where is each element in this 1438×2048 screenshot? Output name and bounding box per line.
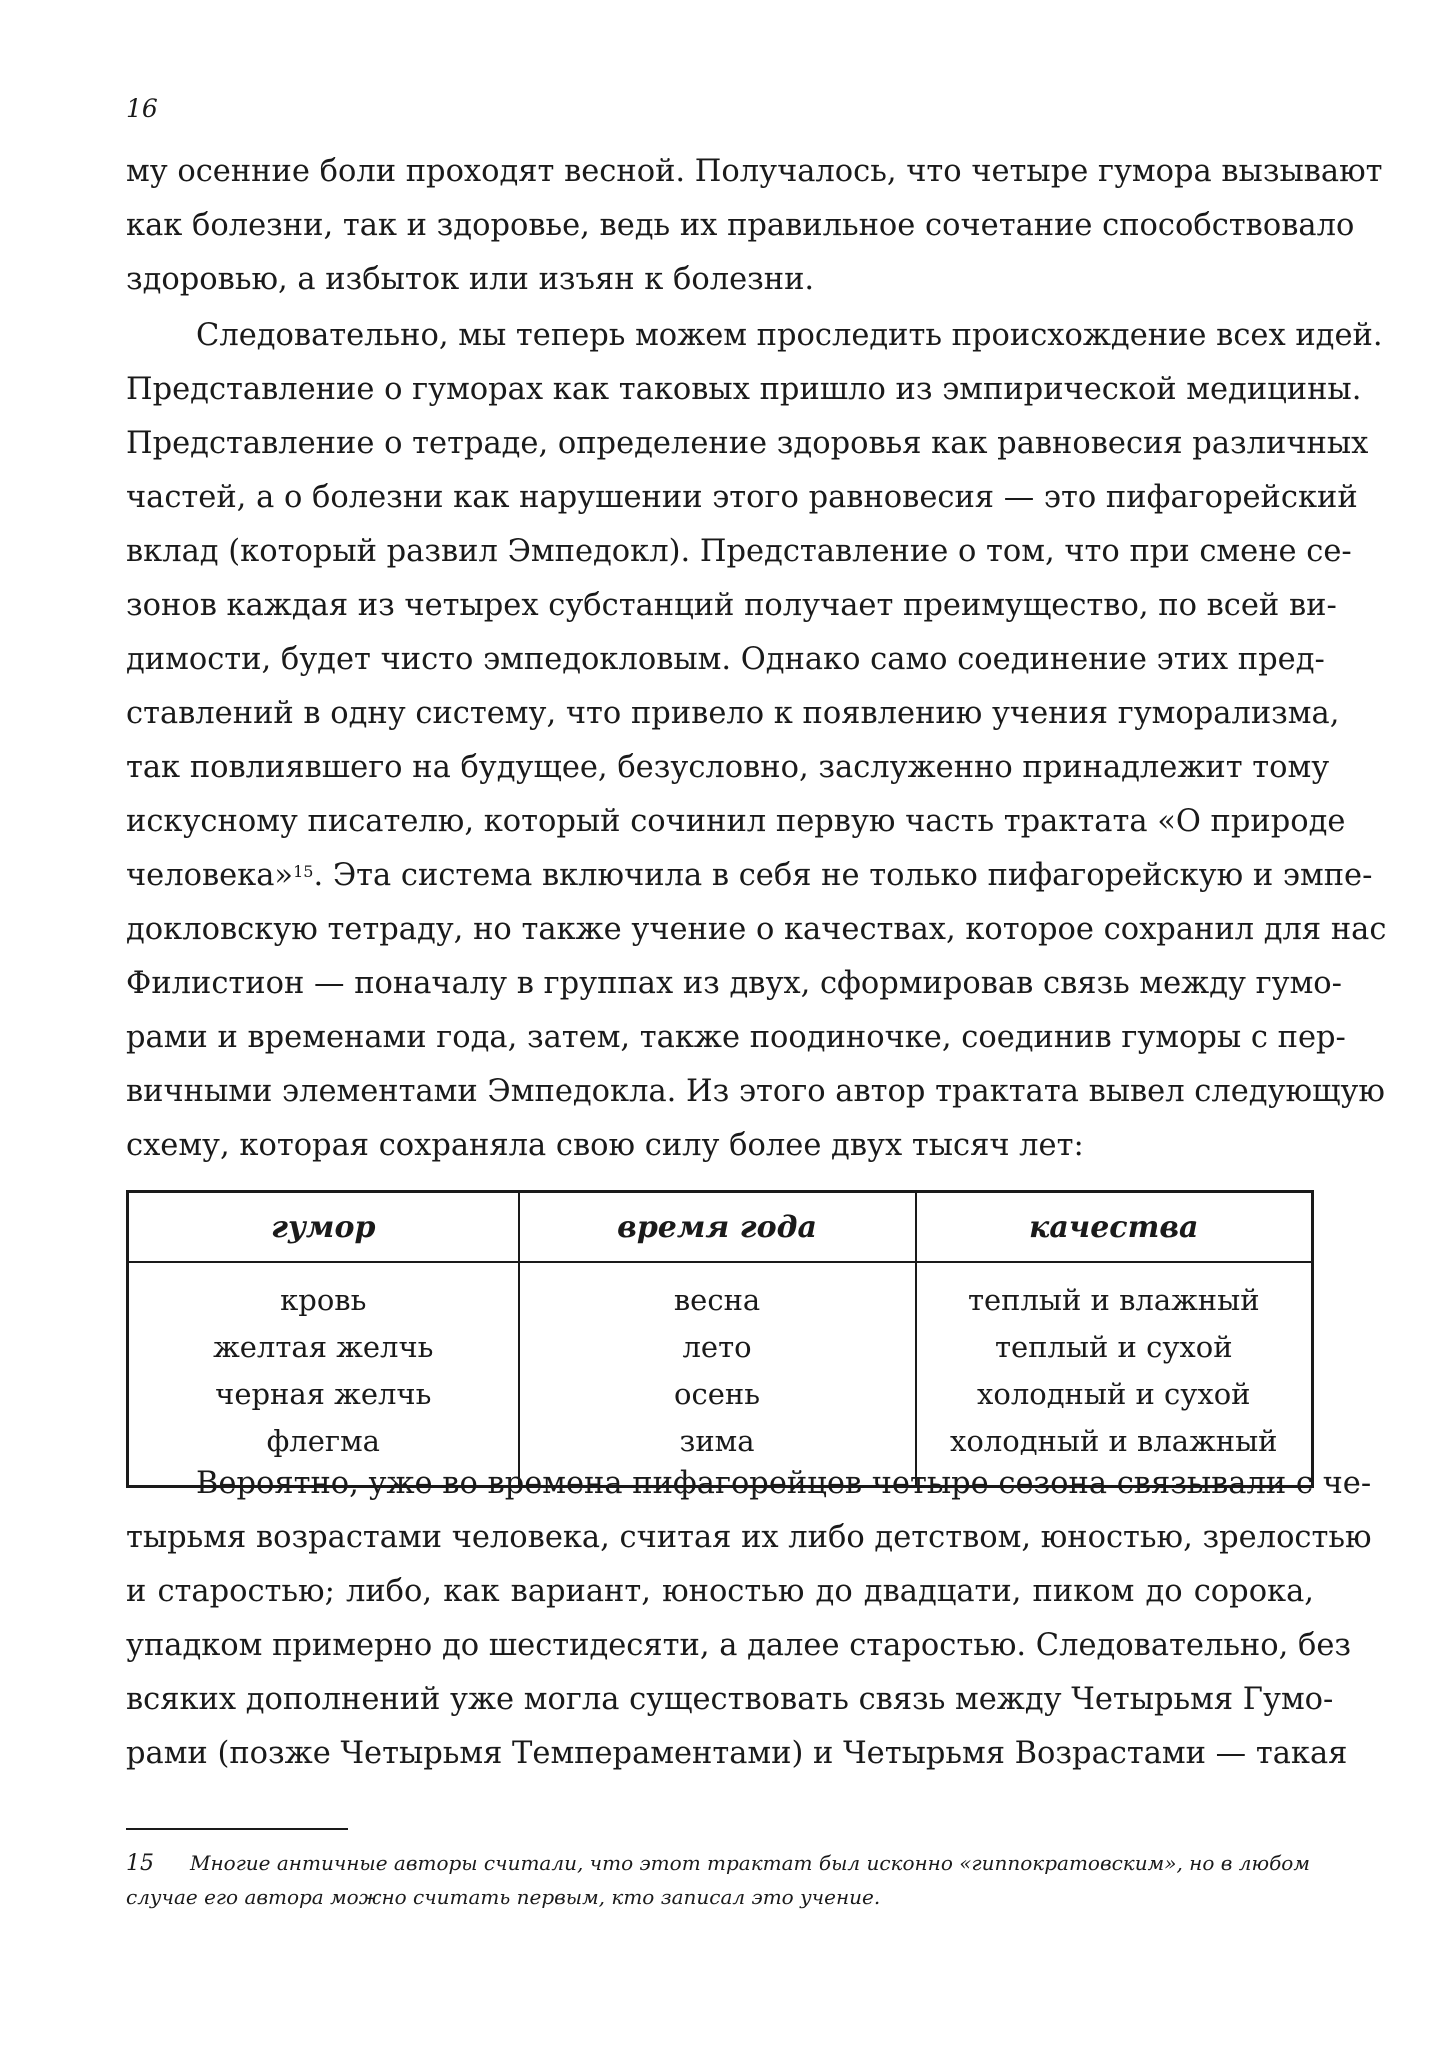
humor-column: [128, 1262, 519, 1487]
text-line: [126, 854, 1373, 898]
table-cell: желтая желчь: [213, 1330, 434, 1364]
table-cell: черная желчь: [215, 1377, 432, 1411]
text-line: вичными элементами Эмпедокла. Из этого автор трактата вывел следующую: [126, 1074, 1385, 1109]
table-cell: осень: [674, 1377, 761, 1411]
text-line: искусному писателю, который сочинил первую часть трактата «О природе: [126, 804, 1346, 839]
text-line: упадком примерно до шестидесяти, а далее старостью. Следовательно, без: [126, 1628, 1352, 1663]
text-fragment: человека»: [126, 858, 294, 893]
column-header-season: время года: [519, 1192, 916, 1263]
table-cell: теплый и влажный: [967, 1283, 1260, 1317]
table-cell: холодный и сухой: [977, 1377, 1251, 1411]
text-line: рами и временами года, затем, также поодиночке, соединив гуморы с пер-: [126, 1020, 1346, 1055]
text-line: так повлиявшего на будущее, безусловно, заслуженно принадлежит тому: [126, 750, 1330, 785]
text-line: димости, будет чисто эмпедокловым. Однако само соединение этих пред-: [126, 642, 1325, 677]
text-line: Филистион — поначалу в группах из двух, сформировав связь между гумо-: [126, 966, 1342, 1001]
footnote-reference[interactable]: 15: [293, 862, 314, 881]
text-line: всяких дополнений уже могла существовать связь между Четырьмя Гумо-: [126, 1682, 1334, 1717]
table-cell: зима: [679, 1424, 755, 1458]
text-line: вклад (который развил Эмпедокл). Представление о том, что при смене се-: [126, 534, 1352, 569]
text-line: рами (позже Четырьмя Темпераментами) и Четырьмя Возрастами — такая: [126, 1736, 1348, 1771]
text-line: докловскую тетраду, но также учение о качествах, которое сохранил для нас: [126, 912, 1387, 947]
text-line: тырьмя возрастами человека, считая их либо детством, юностью, зрелостью: [126, 1520, 1372, 1555]
text-line: Представление о гуморах как таковых пришло из эмпирической медицины.: [126, 372, 1362, 407]
text-line: частей, а о болезни как нарушении этого равновесия — это пифагорейский: [126, 480, 1358, 515]
text-line: как болезни, так и здоровье, ведь их правильное сочетание способствовало: [126, 208, 1355, 243]
text-line: и старостью; либо, как вариант, юностью до двадцати, пиком до сорока,: [126, 1574, 1314, 1609]
column-header-qualities: качества: [916, 1192, 1313, 1263]
text-line: ставлений в одну систему, что привело к появлению учения гуморализма,: [126, 696, 1340, 731]
text-line: Следовательно, мы теперь можем проследить происхождение всех идей.: [196, 318, 1383, 353]
table-cell: весна: [673, 1283, 761, 1317]
footnote-line: случае его автора можно считать первым, кто записал это учение.: [126, 1885, 881, 1909]
text-line: схему, которая сохраняла свою силу более двух тысяч лет:: [126, 1128, 1084, 1163]
qualities-column: [916, 1262, 1313, 1487]
humors-table: [126, 1190, 1314, 1488]
text-fragment: . Эта система включила в себя не только пифагорейскую и эмпе-: [313, 858, 1373, 893]
footnote-number: 15: [126, 1851, 154, 1876]
table-cell: теплый и сухой: [994, 1330, 1233, 1364]
season-column: [519, 1262, 916, 1487]
table-cell: холодный и влажный: [950, 1424, 1278, 1458]
text-line: му осенние боли проходят весной. Получалось, что четыре гумора вызывают: [126, 154, 1383, 189]
column-header-humor: гумор: [128, 1192, 519, 1263]
footnote-line: [126, 1848, 1314, 1879]
table-cell: лето: [682, 1330, 752, 1364]
table-cell: кровь: [280, 1283, 367, 1317]
text-line: Вероятно, уже во времена пифагорейцев четыре сезона связывали с че-: [196, 1466, 1372, 1501]
text-line: здоровью, а избыток или изъян к болезни.: [126, 262, 815, 297]
footnote-text: Многие античные авторы считали, что этот трактат был исконно «гиппократовским», но в любом: [190, 1851, 1310, 1875]
text-line: Представление о тетраде, определение здоровья как равновесия различных: [126, 426, 1369, 461]
table-body-row: [128, 1262, 1313, 1487]
footnote-divider: [126, 1828, 348, 1830]
text-line: зонов каждая из четырех субстанций получает преимущество, по всей ви-: [126, 588, 1337, 623]
table-cell: флегма: [266, 1424, 380, 1458]
page-number: 16: [126, 94, 158, 123]
table-header-row: [128, 1192, 1313, 1263]
